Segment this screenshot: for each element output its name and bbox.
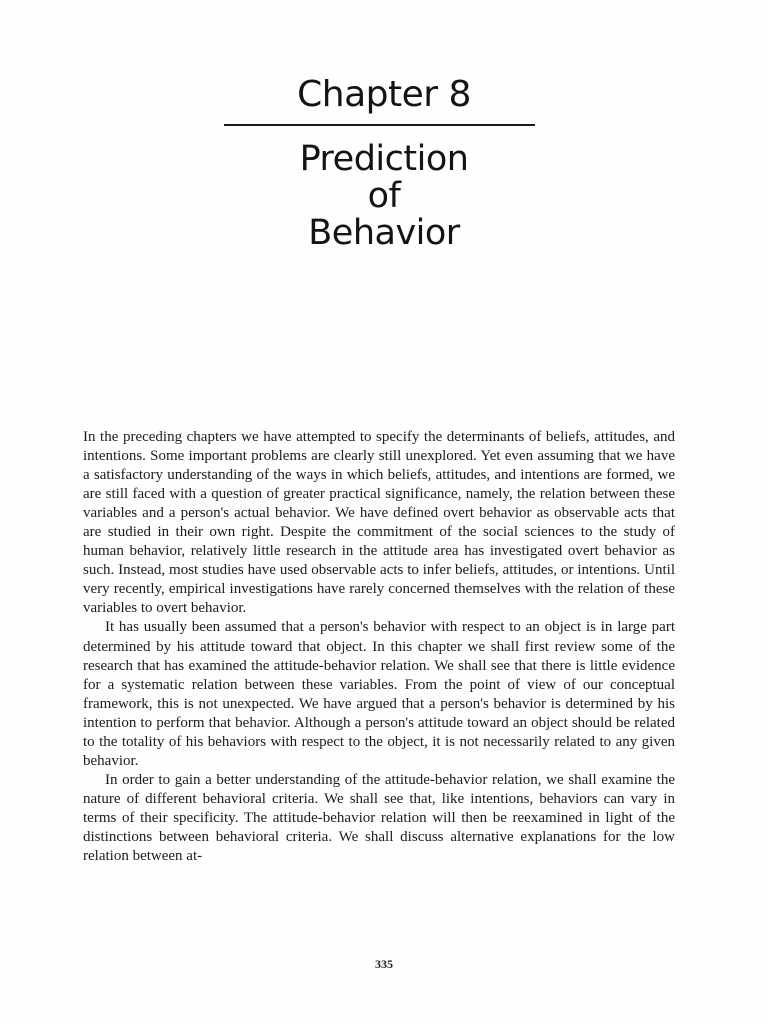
chapter-title-line-1: Prediction bbox=[299, 139, 469, 179]
body-text bbox=[83, 428, 675, 866]
paragraph-1: In the preceding chapters we have attempted to specify the determinants of beliefs, attitudes, and intentions. Some important problems are clearly still unexplored. Yet even assuming that we have a satisfactory understanding of the ways in which beliefs, attitudes, and intentions are formed, we are still faced with a question of greater practical significance, namely, the relation between these variables and a person's actual behavior. We have defined overt behavior as observable acts that are studied in their own right. Despite the commitment of the social sciences to the study of human behavior, relatively little research in the attitude area has investigated overt behavior as such. Instead, most studies have used observable acts to infer beliefs, attitudes, or intentions. Until very recently, empirical investigations have rarely concerned themselves with the relation of these variables to overt behavior. bbox=[83, 429, 675, 617]
chapter-title-line-2: of bbox=[367, 176, 401, 216]
chapter-divider-rule bbox=[224, 124, 535, 126]
paragraph-2: It has usually been assumed that a person's behavior with respect to an object is in large part determined by his attitude toward that object. In this chapter we shall first review some of the research that has examined the attitude-behavior relation. We shall see that there is little evidence for a systematic relation between these variables. From the point of view of our conceptual framework, this is not unexpected. We have argued that a person's behavior is determined by his intention to perform that behavior. Although a person's attitude toward an object should be related to the totality of his behaviors with respect to the object, it is not necessarily related to any given behavior. bbox=[83, 619, 675, 769]
paragraph-3: In order to gain a better understanding of the attitude-behavior relation, we shall examine the nature of different behavioral criteria. We shall see that, like intentions, behaviors can vary in terms of their specificity. The attitude-behavior relation will then be reexamined in light of the distinctions between behavioral criteria. We shall discuss alternative explanations for the low relation between at- bbox=[83, 771, 675, 865]
chapter-label: Chapter 8 bbox=[297, 74, 471, 115]
chapter-title bbox=[0, 141, 768, 252]
chapter-title-line-3: Behavior bbox=[308, 213, 460, 253]
page-number: 335 bbox=[375, 957, 393, 971]
